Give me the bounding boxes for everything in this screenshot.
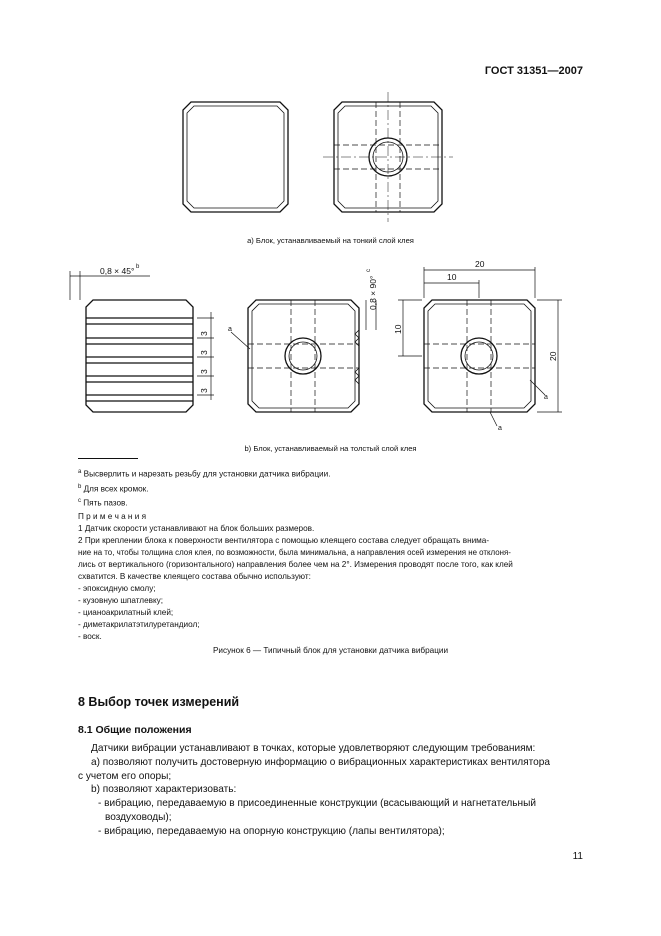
caption-b: b) Блок, устанавливаемый на толстый слой клея <box>244 444 417 453</box>
note-2-line-2: ние на то, чтобы толщина слоя клея, по возможности, была минимальна, а направления осей измерения не отклоня- <box>78 548 511 557</box>
item-a-line-2: с учетом его опоры; <box>78 770 172 782</box>
section-heading: 8 Выбор точек измерений <box>78 695 240 709</box>
mark-a-2: a <box>544 394 548 401</box>
dim-10-top: 10 <box>447 272 457 282</box>
dim-3-1: 3 <box>199 331 209 336</box>
figure-title: Рисунок 6 — Типичный блок для установки датчика вибрации <box>212 646 449 655</box>
dim-3-2: 3 <box>199 350 209 355</box>
mark-a-3: a <box>498 425 502 432</box>
adhesive-4: - диметакрилатэтилуретандиол; <box>78 620 200 629</box>
sub-item-1-line-2: воздуховоды); <box>105 811 172 823</box>
note-2-line-3: лись от вертикального (горизонтального) направления более чем на 2°. Измерения проводят после того, как клей <box>78 560 513 569</box>
sub-item-2: - вибрацию, передаваемую на опорную конструкцию (лапы вентилятора); <box>98 825 445 837</box>
figure-notes <box>78 511 586 643</box>
footnotes <box>78 466 330 510</box>
dim-3-3: 3 <box>199 369 209 374</box>
dim-20-right: 20 <box>548 351 558 361</box>
subsection-heading: 8.1 Общие положения <box>78 724 192 736</box>
technical-drawing <box>0 0 661 450</box>
adhesive-1: - эпоксидную смолу; <box>78 584 156 593</box>
dim-chamfer: 0,8 × 45° <box>100 266 135 276</box>
mark-a-1: a <box>228 326 232 333</box>
note-2-line-4: схватится. В качестве клеящего состава обычно используют: <box>78 572 311 581</box>
note-1: 1 Датчик скорости устанавливают на блок больших размеров. <box>78 524 315 533</box>
adhesive-2: - кузовную шпатлевку; <box>78 596 164 605</box>
dim-chamfer90-sup: c <box>366 269 372 272</box>
dim-chamfer90: 0,8 × 90° <box>368 275 378 310</box>
dim-chamfer-sup: b <box>136 264 140 270</box>
dim-10-left: 10 <box>393 324 403 334</box>
footnote-b: $^b$ Для всех кромок. <box>78 483 149 494</box>
item-b: b) позволяют характеризовать: <box>91 784 237 796</box>
dim-20-top: 20 <box>475 259 485 269</box>
caption-a: а) Блок, устанавливаемый на тонкий слой клея <box>247 236 414 245</box>
adhesive-5: - воск. <box>78 632 102 641</box>
intro-text: Датчики вибрации устанавливают в точках, которые удовлетворяют следующим требованиям: <box>91 743 536 754</box>
block-b-right <box>424 300 535 412</box>
note-2-line-1: 2 При креплении блока к поверхности вентилятора с помощью клеящего состава следует обращать внима- <box>78 536 490 545</box>
footnote-rule <box>78 458 138 459</box>
adhesive-3: - цианоакрилатный клей; <box>78 608 174 617</box>
footnote-c: $^c$ Пять пазов. <box>78 498 128 509</box>
section-body <box>78 742 586 839</box>
block-b-middle <box>248 300 359 412</box>
standard-header: ГОСТ 31351—2007 <box>484 65 583 77</box>
sub-item-1-line-1: - вибрацию, передаваемую в присоединенные конструкции (всасывающий и нагнетательный <box>98 798 536 810</box>
page-number: 11 <box>572 851 583 862</box>
notes-title: П р и м е ч а н и я <box>78 512 147 521</box>
dim-3-4: 3 <box>199 388 209 393</box>
footnote-a: $^a$ Высверлить и нарезать резьбу для установки датчика вибрации. <box>78 469 331 479</box>
block-a-plain <box>183 102 288 212</box>
item-a-line-1: а) позволяют получить достоверную информацию о вибрационных характеристиках вентилятора <box>91 756 550 768</box>
